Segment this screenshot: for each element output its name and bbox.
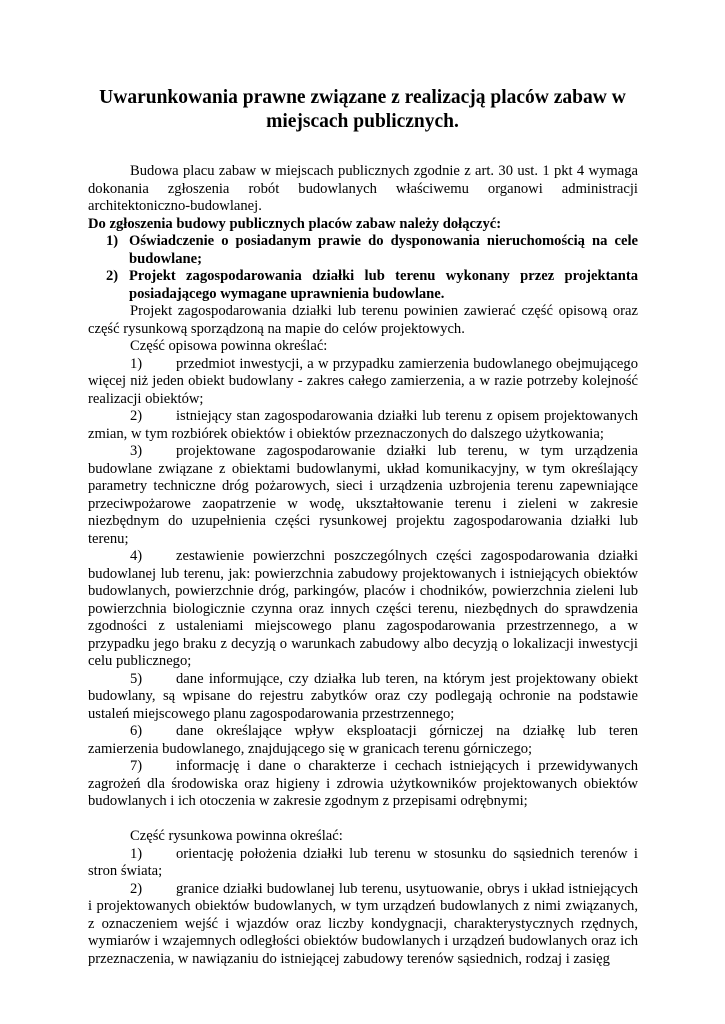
list-item: 1) orientację położenia działki lub terenu w stosunku do sąsiednich terenów i stron świata; — [88, 845, 638, 879]
list-item: 2) granice działki budowlanej lub terenu, usytuowanie, obrys i układ istniejących i projektowanych obiektów budowlanych, w tym urządzeń budowlanych z nimi związanych, z oznaczeniem wejść i wjazdów oraz liczby kondygnacji, charakterystycznych rzędnych, wymiarów i wzajemnych odległości obiektów budowlanych i urządzeń budowlanych oraz ich przeznaczenia, w nawiązaniu do istniejącej zabudowy terenów sąsiednich, rodzaj i zasięg — [88, 880, 638, 967]
list-item: 2) istniejący stan zagospodarowania działki lub terenu z opisem projektowanych zmian, w tym rozbiórek obiektów i obiektów przeznaczonych do dalszego użytkowania; — [88, 408, 638, 442]
attachments-heading: Do zgłoszenia budowy publicznych placów zabaw należy dołączyć: — [88, 215, 502, 232]
list-item: 3) projektowane zagospodarowanie działki lub terenu, w tym urządzenia budowlane związane z obiektami budowlanymi, układ komunikacyjny, w tym określający parametry techniczne dróg pożarowych, sieci i urządzenia uzbrojenia terenu zapewniające przeciwpożarowe zaopatrzenie w wodę, ukształtowanie terenu i zieleni w zakresie niezbędnym do uzupełnienia części rysunkowej projektu zagospodarowania działki lub terenu; — [88, 443, 638, 547]
intro-paragraph: Budowa placu zabaw w miejscach publicznych zgodnie z art. 30 ust. 1 pkt 4 wymaga dokonania zgłoszenia robót budowlanych właściwemu organowi administracji architektoniczno-budowlanej. — [88, 163, 638, 214]
descriptive-list — [88, 356, 638, 811]
list-item: 5) dane informujące, czy działka lub teren, na którym jest projektowany obiekt budowlany, są wpisane do rejestru zabytków oraz czy podlegają ochronie na podstawie ustaleń miejscowego planu zagospodarowania przestrzennego; — [88, 670, 638, 722]
section-spacer — [88, 811, 638, 829]
list-item: 1) przedmiot inwestycji, a w przypadku zamierzenia budowlanego obejmującego więcej niż jeden obiekt budowlany - zakres całego zamierzenia, a w razie potrzeby kolejność realizacji obiektów; — [88, 355, 638, 407]
list-item: 7) informację i dane o charakterze i cechach istniejących i przewidywanych zagrożeń dla środowiska oraz higieny i zdrowia użytkowników projektowanych obiektów budowlanych i ich otoczenia w zakresie zgodnym z przepisami odrębnymi; — [88, 758, 638, 809]
list-item: 6) dane określające wpływ eksploatacji górniczej na działkę lub teren zamierzenia budowlanego, znajdującego się w granicach terenu górniczego; — [88, 723, 638, 757]
descriptive-heading: Część opisowa powinna określać: — [130, 338, 328, 354]
attachments-list — [88, 233, 638, 303]
drawing-list — [88, 846, 638, 969]
attachment-item: 2) Projekt zagospodarowania działki lub terenu wykonany przez projektanta posiadającego wymagane uprawnienia budowlane. — [106, 268, 638, 302]
project-description: Projekt zagospodarowania działki lub terenu powinien zawierać część opisową oraz część rysunkową sporządzoną na mapie do celów projektowych. — [88, 303, 638, 337]
document-title: Uwarunkowania prawne związane z realizacją placów zabaw w miejscach publicznych. — [99, 87, 626, 132]
document-body — [88, 163, 638, 968]
attachment-item: 1) Oświadczenie o posiadanym prawie do dysponowania nieruchomością na cele budowlane; — [106, 233, 638, 267]
list-item: 4) zestawienie powierzchni poszczególnych części zagospodarowania działki budowlanej lub terenu, jak: powierzchnia zabudowy projektowanych i istniejących obiektów budowlanych, powierzchnie dróg, parkingów, placów i chodników, powierzchnia zieleni lub powierzchnia biologicznie czynna oraz innych części terenu, niezbędnych do sprawdzenia zgodności z ustaleniami miejscowego planu zagospodarowania przestrzennego, a w przypadku jego braku z decyzją o warunkach zabudowy albo decyzją o lokalizacji inwestycji celu publicznego; — [88, 548, 638, 669]
drawing-heading: Część rysunkowa powinna określać: — [130, 828, 343, 844]
